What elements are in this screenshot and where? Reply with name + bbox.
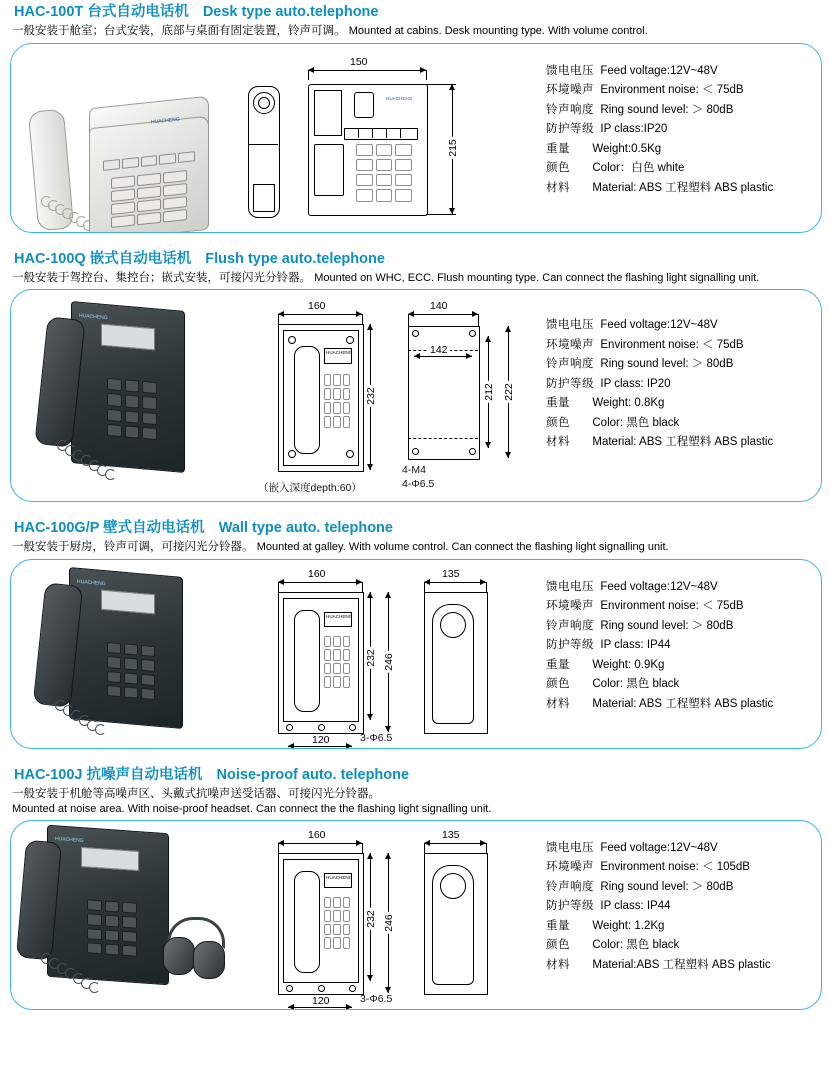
spec-row: 环境噪声 Environment noise: ＜ 75dB: [546, 600, 744, 613]
dim-side-height1-label: 212: [482, 383, 495, 401]
spec-row: 重量 Weight: 0.8Kg: [546, 397, 665, 410]
description-cn: 一般安装于机舱等高噪声区、头戴式抗噪声送受话器、可接闪光分铃器。: [12, 787, 380, 800]
spec-row: 铃声响度 Ring sound level: ＞ 80dB: [546, 358, 734, 371]
product-model: HAC-100J 抗噪声自动电话机: [14, 766, 203, 783]
dial-keypad: [87, 899, 137, 956]
spec-row: 馈电电压 Feed voltage:12V~48V: [546, 319, 718, 332]
product-hac-100q: [0, 247, 830, 503]
product-photo-noiseproof-phone: [11, 821, 236, 1009]
spec-row: 防护等级 IP class: IP44: [546, 639, 671, 652]
product-name-en: Wall type auto. telephone: [218, 520, 393, 537]
spec-row: 环境噪声 Environment noise: ＜ 75dB: [546, 338, 744, 351]
brand-logo: HUACHENG: [55, 835, 84, 844]
product-heading: [10, 516, 822, 539]
drawing-handset: [294, 610, 320, 712]
dial-keypad: [111, 170, 187, 228]
description-en: Mounted at noise area. With noise-proof headset. Can connect the the flashing light signalling unit.: [12, 803, 492, 816]
product-description: [10, 23, 822, 43]
instruction-label: [101, 589, 155, 614]
product-photo-flush-phone: [11, 290, 236, 501]
dim-front-height-label: 232: [364, 910, 377, 928]
description-en: Mounted at galley. With volume control. Can connect the flashing light signalling unit.: [256, 541, 669, 554]
spec-list: [536, 560, 821, 748]
product-hac-100gp: [0, 516, 830, 749]
note-screw: 4-M4: [402, 464, 426, 477]
spec-row: 颜色 Color: 黑色 black: [546, 416, 680, 429]
product-hac-100j: [0, 763, 830, 1010]
note-depth: （嵌入深度depth:60）: [258, 482, 362, 495]
spec-row: 材料 Material:ABS 工程塑料 ABS plastic: [546, 958, 771, 971]
technical-drawing-noiseproof-phone: 160 HUACHENG 232 246 120 3-Φ6.5 135: [236, 821, 536, 1009]
product-name-en: Desk type auto.telephone: [202, 4, 379, 20]
dim-front-width-label: 160: [308, 567, 326, 580]
dim-height-label: 215: [446, 138, 459, 157]
instruction-label: [101, 324, 155, 351]
dim-front-width-label: 160: [308, 300, 326, 313]
dim-bottom-width-label: 120: [312, 733, 330, 746]
dim-front-height-label: 232: [364, 387, 377, 405]
dim-side-height2-label: 222: [502, 383, 515, 401]
technical-drawing-desk-phone: 150 HUACHENG 215: [236, 44, 536, 232]
drawing-handset: [294, 871, 320, 973]
spec-list: [536, 44, 821, 232]
note-hole: 3-Φ6.5: [360, 992, 393, 1005]
product-hac-100t: [0, 0, 830, 233]
note-hole: 3-Φ6.5: [360, 731, 393, 744]
product-name-en: Flush type auto.telephone: [205, 250, 385, 267]
dim-side-width-label: 135: [442, 567, 460, 580]
instruction-label: [81, 847, 139, 871]
spec-list: [536, 290, 821, 501]
dial-keypad: [107, 378, 157, 440]
product-name-en: Noise-proof auto. telephone: [216, 766, 410, 783]
product-image-frame: [10, 820, 822, 1010]
spec-row: 防护等级 IP class:IP20: [546, 123, 668, 136]
spec-row: 颜色 Color：白色 white: [546, 162, 685, 175]
product-description: [10, 539, 822, 559]
brand-logo: HUACHENG: [79, 312, 108, 322]
product-heading: [10, 0, 822, 23]
dim-line-width: [308, 70, 426, 71]
product-model: HAC-100T 台式自动电话机: [14, 4, 189, 20]
spec-row: 环境噪声 Environment noise: ＜ 75dB: [546, 84, 744, 97]
product-image-frame: [10, 559, 822, 749]
spec-list: [536, 821, 821, 1009]
handset-cord: [41, 953, 121, 1003]
dim-overall-height-label: 246: [382, 914, 395, 932]
dim-side-width-label: 135: [442, 828, 460, 841]
product-image-frame: [10, 43, 822, 233]
description-cn: 一般安装于舱室；台式安装，底部与桌面有固定装置，铃声可调。: [12, 25, 346, 37]
brand-logo: HUACHENG: [151, 116, 180, 126]
spec-row: 铃声响度 Ring sound level: ＞ 80dB: [546, 103, 734, 116]
product-heading: [10, 763, 822, 786]
handset-cord: [55, 700, 125, 744]
product-description: [10, 786, 822, 820]
handset-cord: [57, 440, 127, 486]
spec-row: 环境噪声 Environment noise: ＜ 105dB: [546, 861, 750, 874]
spec-row: 材料 Material: ABS 工程塑料 ABS plastic: [546, 436, 774, 449]
description-en: Mounted at cabins. Desk mounting type. With volume control.: [348, 25, 648, 37]
spec-row: 铃声响度 Ring sound level: ＞ 80dB: [546, 880, 734, 893]
product-heading: [10, 247, 822, 270]
spec-row: 防护等级 IP class: IP20: [546, 377, 671, 390]
product-photo-wall-phone: [11, 560, 236, 748]
spec-row: 材料 Material: ABS 工程塑料 ABS plastic: [546, 697, 774, 710]
technical-drawing-flush-phone: 160 HUACHENG 232 140 142 212 222 4-M4 4-Φ6.5 （嵌入深度depth:60）: [258, 300, 515, 495]
spec-row: 铃声响度 Ring sound level: ＞ 80dB: [546, 619, 734, 632]
description-cn: 一般安装于厨房，铃声可调，可接闪光分铃器。: [12, 541, 254, 554]
spec-row: 防护等级 IP class: IP44: [546, 900, 671, 913]
spec-row: 馈电电压 Feed voltage:12V~48V: [546, 64, 718, 77]
dim-inner-width-label: 142: [430, 344, 448, 357]
product-description: [10, 270, 822, 290]
product-image-frame: [10, 289, 822, 502]
spec-row: 颜色 Color: 黑色 black: [546, 678, 680, 691]
spec-row: 馈电电压 Feed voltage:12V~48V: [546, 841, 718, 854]
dim-bottom-width-label: 120: [312, 994, 330, 1007]
spec-row: 材料 Material: ABS 工程塑料 ABS plastic: [546, 181, 774, 194]
spec-row: 重量 Weight: 1.2Kg: [546, 919, 665, 932]
dial-keypad: [107, 641, 155, 699]
drawing-handset: [294, 346, 320, 454]
spec-row: 重量 Weight:0.5Kg: [546, 142, 662, 155]
dim-front-height-label: 232: [364, 648, 377, 667]
note-hole: 4-Φ6.5: [402, 478, 435, 491]
dim-width-label: 150: [350, 55, 368, 68]
dim-front-width-label: 160: [308, 828, 326, 841]
technical-drawing-wall-phone: 160 HUACHENG 232 246 120 3-Φ6.5 135: [236, 560, 536, 748]
product-photo-desk-phone: [11, 44, 236, 232]
spec-row: 馈电电压 Feed voltage:12V~48V: [546, 580, 718, 593]
description-en: Mounted on WHC, ECC. Flush mounting type. Can connect the flashing light signalling unit.: [314, 271, 760, 284]
dim-overall-height-label: 246: [382, 652, 395, 671]
product-model: HAC-100Q 嵌式自动电话机: [14, 250, 192, 267]
spec-row: 颜色 Color: 黑色 black: [546, 939, 680, 952]
dim-side-width-label: 140: [430, 300, 448, 313]
drawing-keypad: [356, 144, 412, 202]
product-model: HAC-100G/P 壁式自动电话机: [14, 520, 205, 537]
description-cn: 一般安装于驾控台、集控台；嵌式安装，可接闪光分铃器。: [12, 271, 311, 284]
brand-logo: HUACHENG: [77, 578, 106, 587]
spec-row: 重量 Weight: 0.9Kg: [546, 658, 665, 671]
